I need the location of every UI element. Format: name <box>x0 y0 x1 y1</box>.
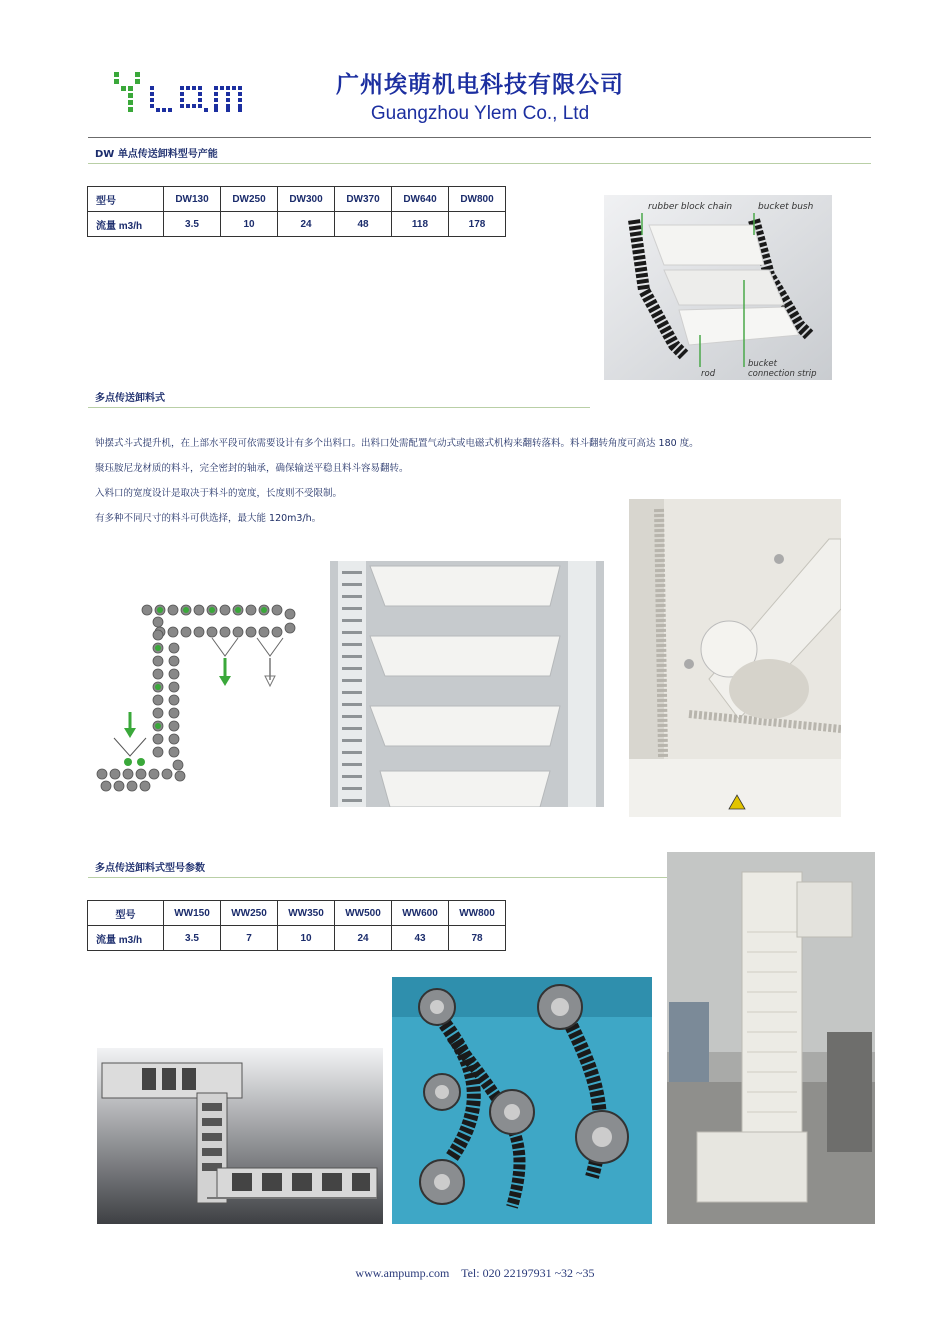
paragraph: 钟摆式斗式提升机，在上部水平段可依需要设计有多个出料口。出料口处需配置气动式或电磁式机构来翻转落料。料斗翻转角度可高达 180 度。 <box>95 438 699 449</box>
section-title-multipoint: 多点传送卸料式 <box>95 393 165 404</box>
table-header-row <box>88 901 506 926</box>
company-name-english: Guangzhou Ylem Co., Ltd <box>370 103 590 124</box>
value-cell: 178 <box>449 212 506 237</box>
value-cell: 118 <box>392 212 449 237</box>
value-cell: 7 <box>221 926 278 951</box>
value-cell: 10 <box>278 926 335 951</box>
label-bucket: bucket <box>748 359 777 369</box>
elevator-factory-photo <box>667 852 875 1224</box>
label-rubber-block-chain: rubber block chain <box>648 202 733 212</box>
bucket-path-diagram <box>92 600 302 795</box>
paragraph: 聚珏胺尼龙材质的料斗，完全密封的轴承，确保输送平稳且料斗容易翻转。 <box>95 463 409 474</box>
model-cell: WW500 <box>335 901 392 926</box>
section-divider <box>88 163 871 164</box>
value-cell: 3.5 <box>164 926 221 951</box>
table-header-label: 型号 <box>88 901 164 926</box>
value-cell: 78 <box>449 926 506 951</box>
model-cell: DW250 <box>221 187 278 212</box>
value-cell: 10 <box>221 212 278 237</box>
model-cell: WW600 <box>392 901 449 926</box>
value-cell: 48 <box>335 212 392 237</box>
table-row-label: 流量 m3/h <box>88 926 164 951</box>
model-cell: WW800 <box>449 901 506 926</box>
table-row <box>88 212 506 237</box>
paragraph: 入料口的宽度设计是取决于料斗的宽度，长度则不受限制。 <box>95 488 343 499</box>
chain-drive-photo <box>392 977 652 1224</box>
table-row-label: 流量 m3/h <box>88 212 164 237</box>
bucket-chain-photo <box>604 195 832 380</box>
model-cell: WW350 <box>278 901 335 926</box>
conveyor-machine-photo <box>97 1048 383 1224</box>
label-bucket-bush: bucket bush <box>758 202 814 212</box>
ww-spec-table <box>87 900 506 951</box>
value-cell: 24 <box>335 926 392 951</box>
model-cell: DW800 <box>449 187 506 212</box>
table-header-label: 型号 <box>88 187 164 212</box>
sprocket-closeup-photo <box>629 499 841 817</box>
label-rod: rod <box>701 369 716 379</box>
model-cell: DW640 <box>392 187 449 212</box>
model-cell: WW250 <box>221 901 278 926</box>
section-divider <box>88 877 668 878</box>
section-title-dw: DW 单点传送卸料型号产能 <box>95 149 218 160</box>
table-header-row <box>88 187 506 212</box>
buckets-closeup-photo <box>330 561 604 807</box>
header-divider <box>88 137 871 138</box>
model-cell: WW150 <box>164 901 221 926</box>
company-name-chinese: 广州埃萌机电科技有限公司 <box>336 72 624 98</box>
paragraph: 有多种不同尺寸的料斗可供选择，最大能 120m3/h。 <box>95 513 322 524</box>
value-cell: 3.5 <box>164 212 221 237</box>
footer-contact: www.ampump.com Tel: 020 22197931 ~32 ~35 <box>355 1266 595 1280</box>
model-cell: DW300 <box>278 187 335 212</box>
value-cell: 24 <box>278 212 335 237</box>
section-divider <box>88 407 590 408</box>
model-cell: DW130 <box>164 187 221 212</box>
dw-spec-table <box>87 186 506 237</box>
table-row <box>88 926 506 951</box>
value-cell: 43 <box>392 926 449 951</box>
label-connection-strip: connection strip <box>748 369 817 379</box>
model-cell: DW370 <box>335 187 392 212</box>
company-logo <box>112 70 248 116</box>
section-title-multipoint-params: 多点传送卸料式型号参数 <box>95 863 205 874</box>
